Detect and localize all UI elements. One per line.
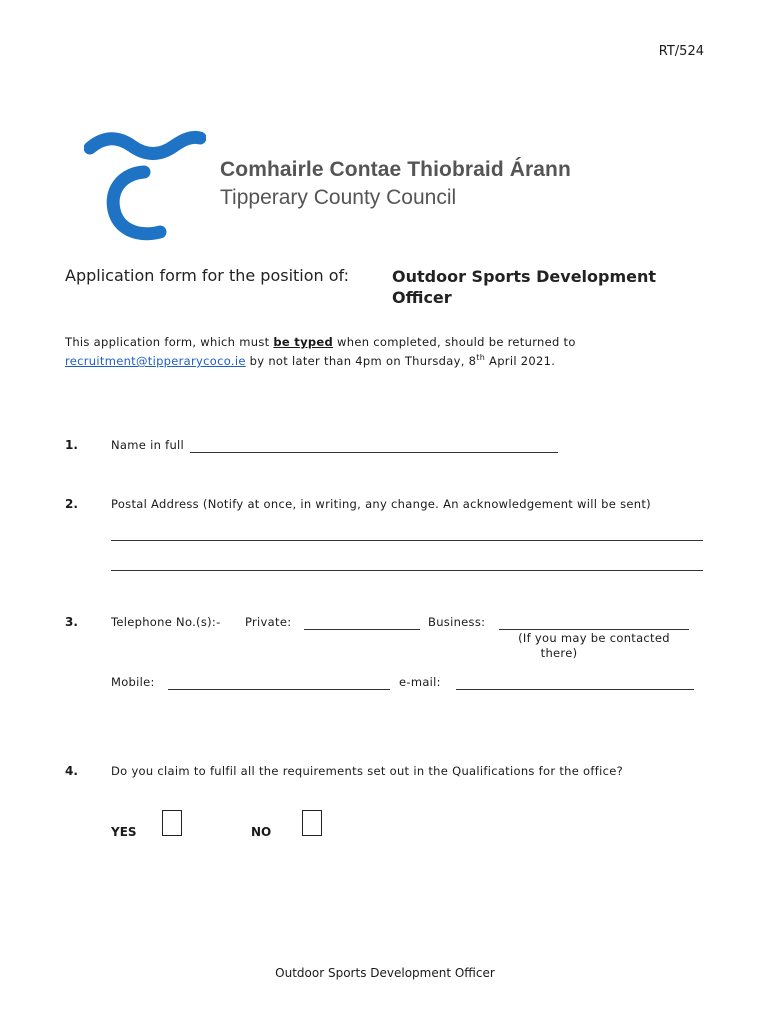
page-footer: Outdoor Sports Development Officer bbox=[275, 966, 495, 980]
no-checkbox[interactable] bbox=[302, 810, 322, 836]
q4-number: 4. bbox=[65, 764, 78, 778]
name-field[interactable] bbox=[190, 452, 558, 453]
no-label: NO bbox=[251, 825, 272, 839]
organisation-name-english: Tipperary County Council bbox=[220, 186, 457, 209]
yes-label: YES bbox=[111, 825, 137, 839]
private-label: Private: bbox=[245, 615, 292, 629]
intro-text-1: This application form, which must bbox=[65, 335, 274, 349]
business-label: Business: bbox=[428, 615, 486, 629]
intro-paragraph bbox=[65, 334, 705, 369]
q4-label: Do you claim to fulfil all the requirements set out in the Qualifications for the office? bbox=[111, 764, 623, 778]
intro-superscript: th bbox=[476, 353, 486, 362]
email-field[interactable] bbox=[456, 689, 694, 690]
email-label: e-mail: bbox=[399, 675, 441, 689]
q1-label: Name in full bbox=[111, 438, 185, 452]
address-field-line-2[interactable] bbox=[111, 570, 703, 571]
business-note-line-2: there) bbox=[540, 646, 578, 660]
intro-text-3: by not later than 4pm on Thursday, 8 bbox=[245, 353, 477, 368]
form-title-prefix: Application form for the position of: bbox=[65, 266, 350, 285]
intro-text-4: April 2021. bbox=[485, 353, 556, 368]
q2-label: Postal Address (Notify at once, in writing, any change. An acknowledgement will be sent) bbox=[111, 497, 651, 511]
organisation-name-irish: Comhairle Contae Thiobraid Árann bbox=[220, 158, 571, 181]
q2-number: 2. bbox=[65, 497, 78, 511]
yes-checkbox[interactable] bbox=[162, 810, 182, 836]
private-phone-field[interactable] bbox=[304, 629, 420, 630]
mobile-field[interactable] bbox=[168, 689, 390, 690]
position-title: Outdoor Sports Development Officer bbox=[392, 267, 657, 307]
q1-number: 1. bbox=[65, 438, 78, 452]
intro-text-2: when completed, should be returned to bbox=[333, 335, 576, 349]
q3-label: Telephone No.(s):- bbox=[111, 615, 221, 629]
business-note-line-1: (If you may be contacted bbox=[518, 631, 670, 645]
recruitment-email-link[interactable]: recruitment@tipperarycoco.ie bbox=[65, 353, 246, 368]
q3-number: 3. bbox=[65, 615, 78, 629]
reference-number: RT/524 bbox=[658, 44, 704, 59]
intro-emphasis: be typed bbox=[273, 335, 334, 349]
council-logo-icon bbox=[84, 128, 206, 244]
address-field-line-1[interactable] bbox=[111, 540, 703, 541]
mobile-label: Mobile: bbox=[111, 675, 155, 689]
business-phone-field[interactable] bbox=[499, 629, 689, 630]
